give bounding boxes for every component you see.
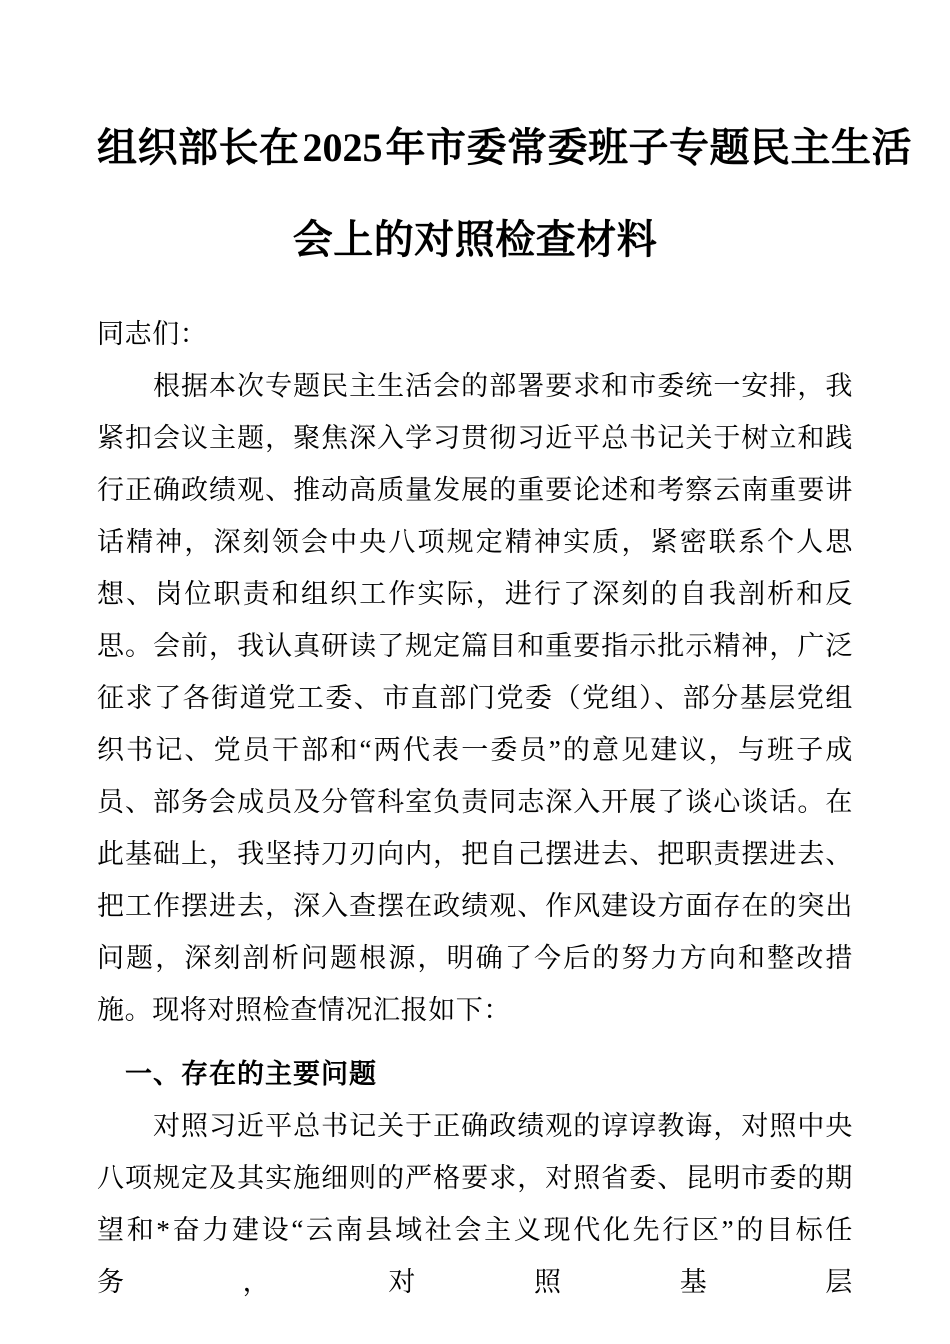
page-title-line-1	[97, 102, 912, 194]
section-heading-one: 一、存在的主要问题	[125, 1059, 377, 1089]
intro-paragraph: 根据本次专题民主生活会的部署要求和市委统一安排，我紧扣会议主题，聚焦深入学习贯彻习近平总书记关于树立和践行正确政绩观、推动高质量发展的重要论述和考察云南重要讲话精神，深刻领会中央八项规定精神实质，紧密联系个人思想、岗位职责和组织工作实际，进行了深刻的自我剖析和反思。会前，我认真研读了规定篇目和重要指示批示精神，广泛征求了各街道党工委、市直部门党委（党组）、部分基层党组织书记、党员干部和“两代表一委员”的意见建议，与班子成员、部务会成员及分管科室负责同志深入开展了谈心谈话。在此基础上，我坚持刀刃向内，把自己摆进去、把职责摆进去、把工作摆进去，深入查摆在政绩观、作风建设方面存在的突出问题，深刻剖析问题根源，明确了今后的努力方向和整改措施。现将对照检查情况汇报如下：	[97, 371, 853, 1025]
document-body	[97, 0, 912, 1308]
page-title	[97, 0, 912, 286]
page-title-part-1: 组织部长在	[97, 126, 300, 170]
page-title-year: 2025	[302, 125, 383, 170]
page-title-line-2: 会上的对照检查材料	[292, 218, 658, 262]
salutation: 同志们：	[97, 319, 208, 349]
section-one-paragraph: 对照习近平总书记关于正确政绩观的谆谆教诲，对照中央八项规定及其实施细则的严格要求，对照省委、昆明市委的期望和*奋力建设“云南县域社会主义现代化先行区”的目标任务，对照基层	[97, 1111, 853, 1297]
page-title-part-2: 年市委常委班子专题民主生活	[385, 126, 912, 170]
